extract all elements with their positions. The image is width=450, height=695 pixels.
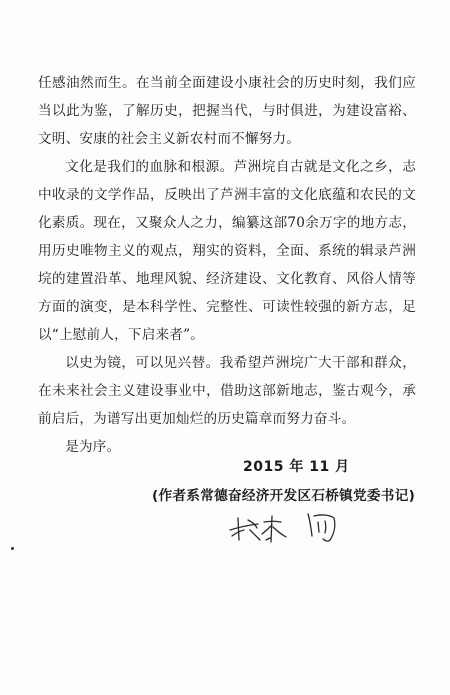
- handwritten-signature: [226, 500, 356, 546]
- paragraph-history-mirror: 以史为镜，可以见兴替。我希望芦洲垸广大干部和群众，在未来社会主义建设事业中，借助这部新地志，鉴古观今，承前启后，为谱写出更加灿烂的历史篇章而努力奋斗。: [38, 355, 416, 427]
- paragraph-continuation: 任感油然而生。在当前全面建设小康社会的历史时刻，我们应当以此为鉴，了解历史，把握当代，与时俱进，为建设富裕、文明、安康的社会主义新农村而不懈努力。: [38, 75, 416, 147]
- paragraph-closing: 是为序。: [65, 439, 121, 455]
- author-note: (作者系常德奋经济开发区石桥镇党委书记): [152, 488, 416, 504]
- paragraph-culture: 文化是我们的血脉和根源。芦洲垸自古就是文化之乡，志中收录的文学作品，反映出了芦洲丰富的文化底蕴和农民的文化素质。现在，又聚众人之力，编纂这部70余万字的地方志，用历史唯物主义的观点，翔实的资料，全面、系统的辑录芦洲垸的建置沿革、地理风貌、经济建设、文化教育、风俗人情等方面的演变，是本科学性、完整性、可读性较强的新方志，足以“上慰前人，下启来者”。: [38, 159, 416, 343]
- signoff-date: 2015 年 11 月: [243, 459, 350, 475]
- preface-body: [38, 69, 416, 461]
- scan-speck: [11, 547, 14, 550]
